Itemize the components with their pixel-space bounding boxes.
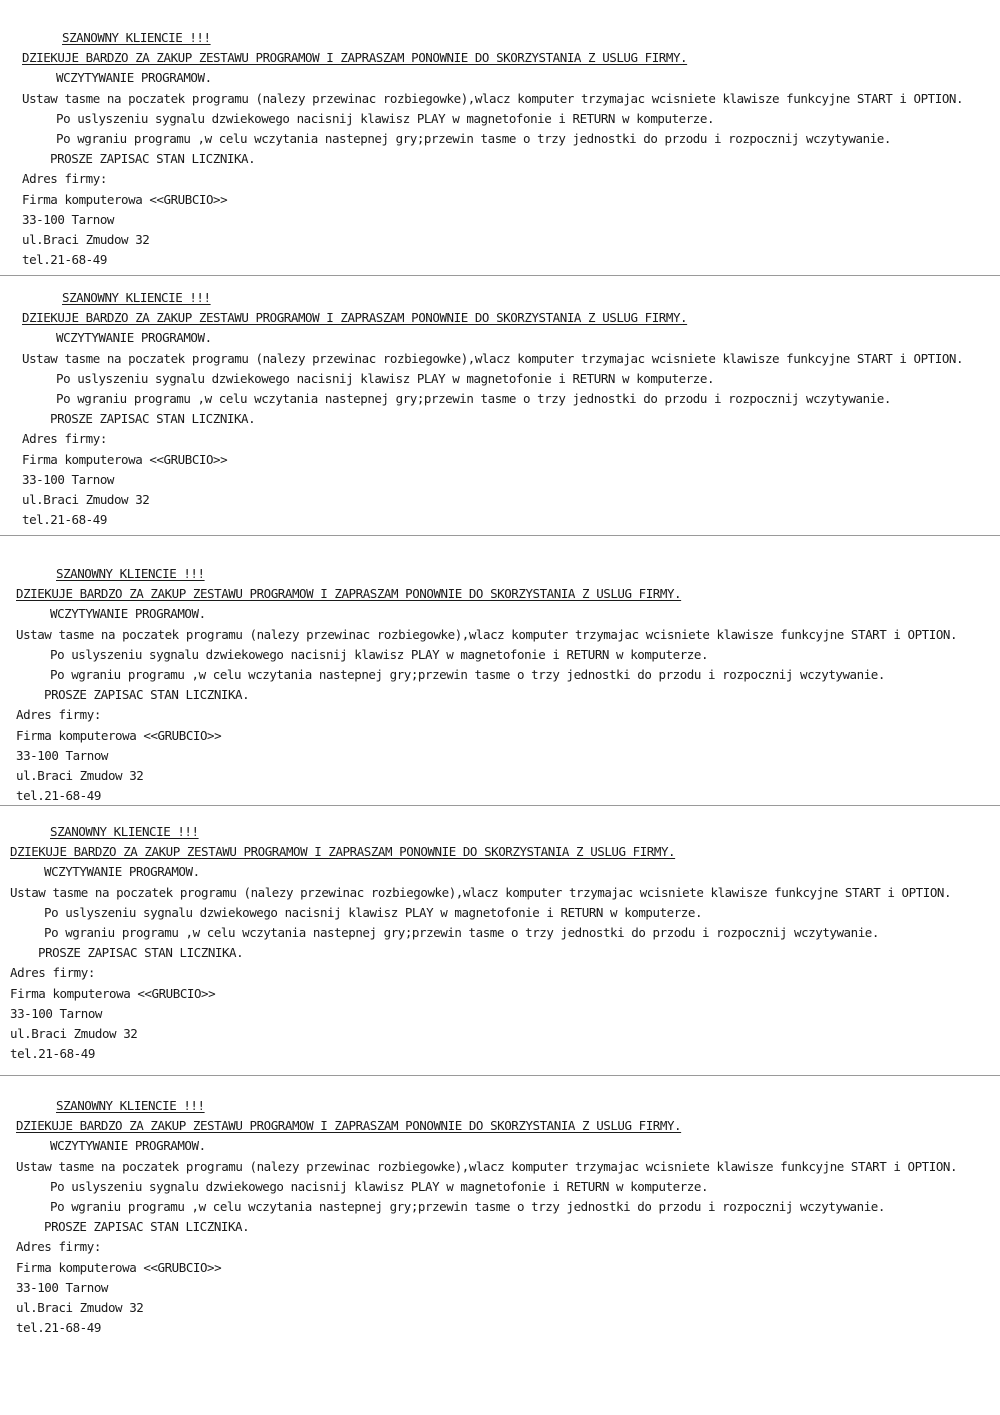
greeting: SZANOWNY KLIENCIE !!! xyxy=(56,566,205,581)
leaflet-copy-4 xyxy=(10,822,1000,1064)
thanks-line: DZIEKUJE BARDZO ZA ZAKUP ZESTAWU PROGRAMOW I ZAPRASZAM PONOWNIE DO SKORZYSTANIA Z USLUG FIRMY. xyxy=(16,1118,682,1134)
phone-number: tel.21-68-49 xyxy=(16,788,101,804)
postal-city: 33-100 Tarnow xyxy=(22,211,114,227)
leaflet-copy-5 xyxy=(16,1096,1000,1338)
company-name: Firma komputerowa <<GRUBCIO>> xyxy=(22,451,228,467)
greeting: SZANOWNY KLIENCIE !!! xyxy=(62,290,211,305)
company-name: Firma komputerowa <<GRUBCIO>> xyxy=(16,1259,222,1275)
leaflet-copy-3 xyxy=(16,564,1000,806)
section-title: WCZYTYWANIE PROGRAMOW. xyxy=(44,864,200,880)
instruction-1: Ustaw tasme na poczatek programu (nalezy przewinac rozbiegowke),wlacz komputer trzymajac wcisniete klawisze funkcyjne START i OPTION. xyxy=(10,884,952,900)
postal-city: 33-100 Tarnow xyxy=(22,471,114,487)
save-counter-note: PROSZE ZAPISAC STAN LICZNIKA. xyxy=(44,687,250,703)
street-address: ul.Braci Zmudow 32 xyxy=(10,1025,138,1041)
save-counter-note: PROSZE ZAPISAC STAN LICZNIKA. xyxy=(38,945,244,961)
leaflet-copy-2 xyxy=(22,288,1000,530)
thanks-line: DZIEKUJE BARDZO ZA ZAKUP ZESTAWU PROGRAMOW I ZAPRASZAM PONOWNIE DO SKORZYSTANIA Z USLUG FIRMY. xyxy=(16,586,682,602)
phone-number: tel.21-68-49 xyxy=(16,1320,101,1336)
company-name: Firma komputerowa <<GRUBCIO>> xyxy=(10,985,216,1001)
street-address: ul.Braci Zmudow 32 xyxy=(22,491,150,507)
thanks-line: DZIEKUJE BARDZO ZA ZAKUP ZESTAWU PROGRAMOW I ZAPRASZAM PONOWNIE DO SKORZYSTANIA Z USLUG FIRMY. xyxy=(10,844,676,860)
instruction-3: Po wgraniu programu ,w celu wczytania nastepnej gry;przewin tasme o trzy jednostki do przodu i rozpocznij wczytywanie. xyxy=(50,666,885,682)
instruction-1: Ustaw tasme na poczatek programu (nalezy przewinac rozbiegowke),wlacz komputer trzymajac wcisniete klawisze funkcyjne START i OPTION. xyxy=(16,1158,958,1174)
instruction-3: Po wgraniu programu ,w celu wczytania nastepnej gry;przewin tasme o trzy jednostki do przodu i rozpocznij wczytywanie. xyxy=(44,924,879,940)
street-address: ul.Braci Zmudow 32 xyxy=(22,231,150,247)
greeting: SZANOWNY KLIENCIE !!! xyxy=(50,824,199,839)
save-counter-note: PROSZE ZAPISAC STAN LICZNIKA. xyxy=(44,1219,250,1235)
address-label: Adres firmy: xyxy=(16,1239,101,1255)
postal-city: 33-100 Tarnow xyxy=(16,1279,108,1295)
save-counter-note: PROSZE ZAPISAC STAN LICZNIKA. xyxy=(50,151,256,167)
section-title: WCZYTYWANIE PROGRAMOW. xyxy=(56,70,212,86)
instruction-3: Po wgraniu programu ,w celu wczytania nastepnej gry;przewin tasme o trzy jednostki do przodu i rozpocznij wczytywanie. xyxy=(56,390,891,406)
save-counter-note: PROSZE ZAPISAC STAN LICZNIKA. xyxy=(50,411,256,427)
cut-line xyxy=(0,535,1000,536)
phone-number: tel.21-68-49 xyxy=(22,512,107,528)
instruction-2: Po uslyszeniu sygnalu dzwiekowego nacisnij klawisz PLAY w magnetofonie i RETURN w komputerze. xyxy=(44,904,703,920)
thanks-line: DZIEKUJE BARDZO ZA ZAKUP ZESTAWU PROGRAMOW I ZAPRASZAM PONOWNIE DO SKORZYSTANIA Z USLUG FIRMY. xyxy=(22,310,688,326)
instruction-2: Po uslyszeniu sygnalu dzwiekowego nacisnij klawisz PLAY w magnetofonie i RETURN w komputerze. xyxy=(56,370,715,386)
street-address: ul.Braci Zmudow 32 xyxy=(16,1299,144,1315)
instruction-2: Po uslyszeniu sygnalu dzwiekowego nacisnij klawisz PLAY w magnetofonie i RETURN w komputerze. xyxy=(50,1178,709,1194)
phone-number: tel.21-68-49 xyxy=(10,1046,95,1062)
address-label: Adres firmy: xyxy=(16,707,101,723)
address-label: Adres firmy: xyxy=(22,171,107,187)
address-label: Adres firmy: xyxy=(10,965,95,981)
thanks-line: DZIEKUJE BARDZO ZA ZAKUP ZESTAWU PROGRAMOW I ZAPRASZAM PONOWNIE DO SKORZYSTANIA Z USLUG FIRMY. xyxy=(22,50,688,66)
instruction-1: Ustaw tasme na poczatek programu (nalezy przewinac rozbiegowke),wlacz komputer trzymajac wcisniete klawisze funkcyjne START i OPTION. xyxy=(22,350,964,366)
street-address: ul.Braci Zmudow 32 xyxy=(16,767,144,783)
instruction-3: Po wgraniu programu ,w celu wczytania nastepnej gry;przewin tasme o trzy jednostki do przodu i rozpocznij wczytywanie. xyxy=(50,1198,885,1214)
instruction-2: Po uslyszeniu sygnalu dzwiekowego nacisnij klawisz PLAY w magnetofonie i RETURN w komputerze. xyxy=(50,646,709,662)
leaflet-copy-1 xyxy=(22,28,1000,270)
instruction-2: Po uslyszeniu sygnalu dzwiekowego nacisnij klawisz PLAY w magnetofonie i RETURN w komputerze. xyxy=(56,110,715,126)
address-label: Adres firmy: xyxy=(22,431,107,447)
company-name: Firma komputerowa <<GRUBCIO>> xyxy=(22,191,228,207)
cut-line xyxy=(0,1075,1000,1076)
cut-line xyxy=(0,805,1000,806)
section-title: WCZYTYWANIE PROGRAMOW. xyxy=(50,1138,206,1154)
section-title: WCZYTYWANIE PROGRAMOW. xyxy=(50,606,206,622)
postal-city: 33-100 Tarnow xyxy=(16,747,108,763)
instruction-3: Po wgraniu programu ,w celu wczytania nastepnej gry;przewin tasme o trzy jednostki do przodu i rozpocznij wczytywanie. xyxy=(56,130,891,146)
cut-line xyxy=(0,275,1000,276)
instruction-1: Ustaw tasme na poczatek programu (nalezy przewinac rozbiegowke),wlacz komputer trzymajac wcisniete klawisze funkcyjne START i OPTION. xyxy=(22,90,964,106)
section-title: WCZYTYWANIE PROGRAMOW. xyxy=(56,330,212,346)
phone-number: tel.21-68-49 xyxy=(22,252,107,268)
company-name: Firma komputerowa <<GRUBCIO>> xyxy=(16,727,222,743)
postal-city: 33-100 Tarnow xyxy=(10,1005,102,1021)
greeting: SZANOWNY KLIENCIE !!! xyxy=(56,1098,205,1113)
greeting: SZANOWNY KLIENCIE !!! xyxy=(62,30,211,45)
instruction-1: Ustaw tasme na poczatek programu (nalezy przewinac rozbiegowke),wlacz komputer trzymajac wcisniete klawisze funkcyjne START i OPTION. xyxy=(16,626,958,642)
